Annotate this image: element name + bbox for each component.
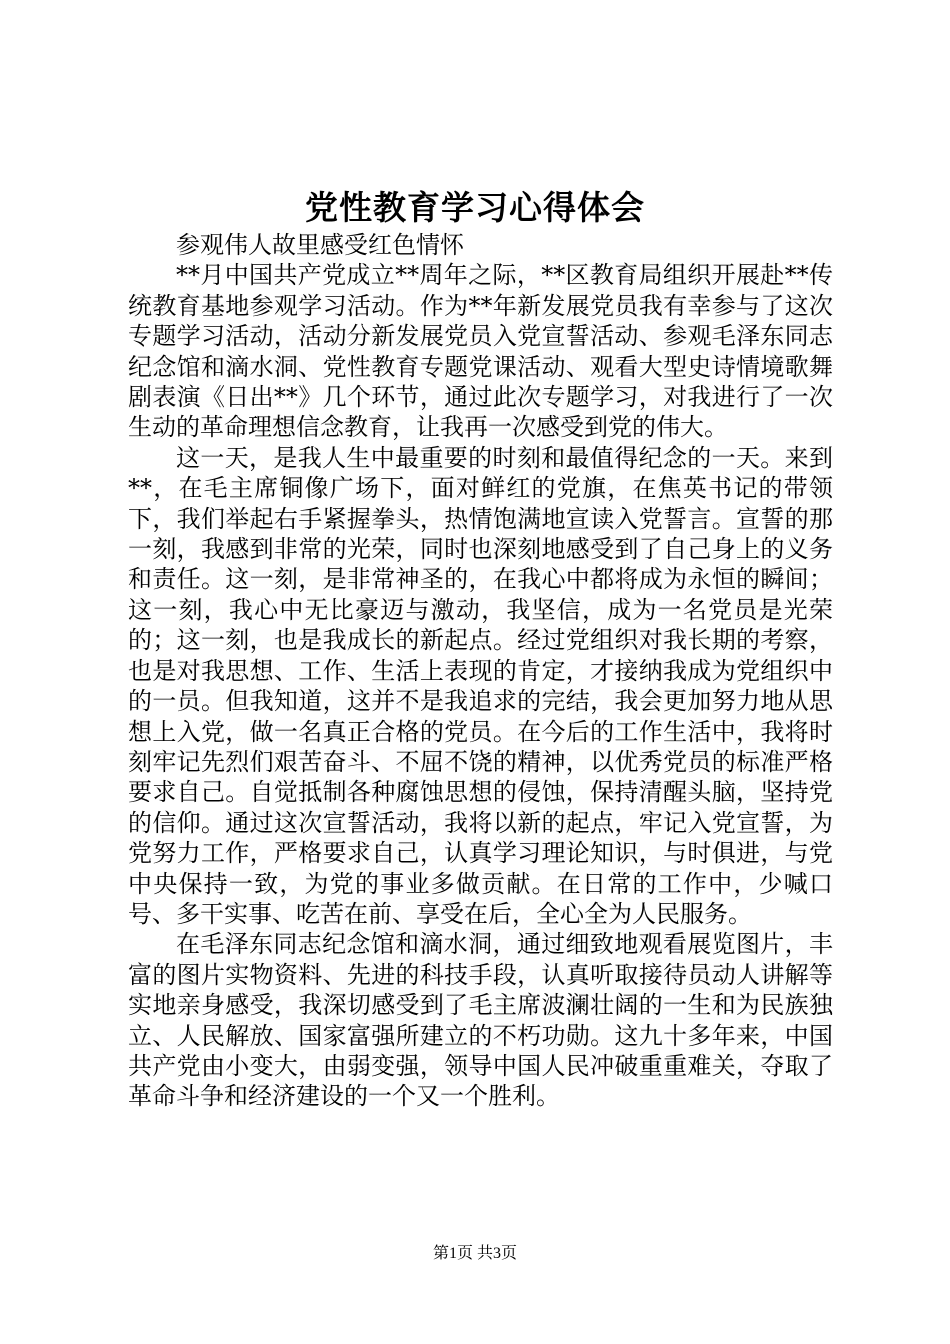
body-paragraph-3: 在毛泽东同志纪念馆和滴水洞，通过细致地观看展览图片，丰富的图片实物资料、先进的科技手段，认真听取接待员动人讲解等实地亲身感受，我深切感受到了毛主席波澜壮阔的一生和为民族独立、人民解放、国家富强所建立的不朽功勋。这九十多年来，中国共产党由小变大，由弱变强，领导中国人民冲破重重难关，夺取了革命斗争和经济建设的一个又一个胜利。 [128, 930, 833, 1111]
body-paragraph-2: 这一天，是我人生中最重要的时刻和最值得纪念的一天。来到**，在毛主席铜像广场下，面对鲜红的党旗，在焦英书记的带领下，我们举起右手紧握拳头，热情饱满地宣读入党誓言。宣誓的那一刻，我感到非常的光荣，同时也深刻地感受到了自己身上的义务和责任。这一刻，是非常神圣的，在我心中都将成为永恒的瞬间；这一刻，我心中无比豪迈与激动，我坚信，成为一名党员是光荣的；这一刻，也是我成长的新起点。经过党组织对我长期的考察，也是对我思想、工作、生活上表现的肯定，才接纳我成为党组织中的一员。但我知道，这并不是我追求的完结，我会更加努力地从思想上入党，做一名真正合格的党员。在今后的工作生活中，我将时刻牢记先烈们艰苦奋斗、不屈不饶的精神，以优秀党员的标准严格要求自己。自觉抵制各种腐蚀思想的侵蚀，保持清醒头脑，坚持党的信仰。通过这次宣誓活动，我将以新的起点，牢记入党宣誓，为党努力工作，严格要求自己，认真学习理论知识，与时俱进，与党中央保持一致，为党的事业多做贡献。在日常的工作中，少喊口号、多干实事、吃苦在前、享受在后，全心全为人民服务。 [128, 443, 833, 928]
page-number-footer: 第1页 共3页 [432, 1245, 517, 1262]
document-body [128, 230, 833, 1112]
document-title: 党性教育学习心得体会 [305, 188, 645, 227]
body-paragraph-1: **月中国共产党成立**周年之际，**区教育局组织开展赴**传统教育基地参观学习活动。作为**年新发展党员我有幸参与了这次专题学习活动，活动分新发展党员入党宣誓活动、参观毛泽东同志纪念馆和滴水洞、党性教育专题党课活动、观看大型史诗情境歌舞剧表演《日出**》几个环节，通过此次专题学习，对我进行了一次生动的革命理想信念教育，让我再一次感受到党的伟大。 [128, 261, 833, 442]
subtitle-paragraph: 参观伟人故里感受红色情怀 [176, 231, 464, 259]
